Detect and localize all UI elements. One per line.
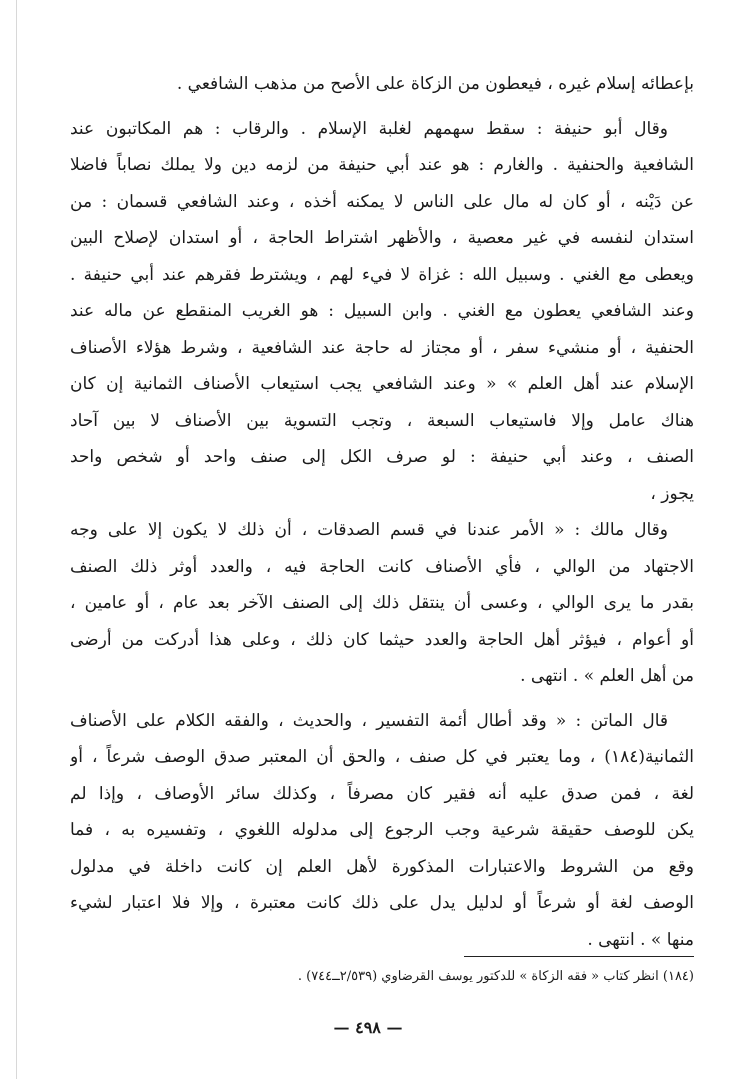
text-line: الوصف لغة أو شرعاً أو لدليل يدل على ذلك كانت معتبرة ، وإلا فلا اعتبار لشيء: [70, 893, 694, 913]
text-line: من أهل العلم » . انتهى .: [520, 666, 694, 686]
text-line: الشافعية والحنفية . والغارم : هو عند أبي حنيفة من لزمه دين ولا يملك نصاباً فاضلا: [70, 155, 694, 175]
text-line: وقع من الشروط والاعتبارات المذكورة لأهل العلم إن كانت داخلة في مدلول: [70, 856, 694, 877]
text-line: استدان لنفسه في غير معصية ، والأظهر اشتراط الحاجة ، أو استدان لإصلاح البين: [70, 228, 694, 248]
text-line: وقال مالك : « الأمر عندنا في قسم الصدقات ، أن ذلك لا يكون إلا على وجه: [70, 520, 668, 540]
main-text: [70, 66, 694, 958]
paragraph-1: [70, 66, 694, 103]
text-line: وقال أبو حنيفة : سقط سهمهم لغلبة الإسلام . والرقاب : هم المكاتبون عند: [70, 118, 668, 139]
text-line: الثمانية(١٨٤) ، وما يعتبر في كل صنف ، والحق أن المعتبر صدق الوصف شرعاً ، أو: [70, 747, 694, 767]
text-line: الإسلام عند أهل العلم » « وعند الشافعي يجب استيعاب الأصناف الثمانية إن كان: [70, 374, 694, 394]
text-line: لغة ، فمن صدق عليه أنه فقير كان مصرفاً ، وكذلك سائر الأوصاف ، وإذا لم: [70, 783, 694, 804]
paragraph-2: [70, 111, 694, 513]
text-line: وعند الشافعي يعطون مع الغني . وابن السبيل : هو الغريب المنقطع عن ماله عند: [70, 301, 694, 321]
text-line: قال الماتن : « وقد أطال أئمة التفسير ، والحديث ، والفقه الكلام على الأصناف: [70, 710, 668, 731]
text-line: أو أعوام ، فيؤثر أهل الحاجة والعدد حيثما كان ذلك ، وعلى هذا أدركت من أرضى: [70, 629, 694, 650]
text-line: يكن للوصف حقيقة شرعية وجب الرجوع إلى مدلوله اللغوي ، وتفسيره به ، فما: [70, 820, 694, 840]
text-line: عن دَيْنه ، أو كان له مال على الناس لا يمكنه أخذه ، وعند الشافعي قسمان : من: [70, 191, 694, 212]
text-line: الحنفية ، أو منشيء سفر ، أو مجتاز له حاجة عند الشافعية ، وشرط هؤلاء الأصناف: [70, 337, 694, 358]
text-line: ويعطى مع الغني . وسبيل الله : غزاة لا فيء لهم ، ويشترط فقرهم عند أبي حنيفة .: [70, 264, 694, 285]
text-line: يجوز ،: [650, 483, 694, 504]
text-line: الاجتهاد من الوالي ، فأي الأصناف كانت الحاجة فيه ، والعدد أوثر ذلك الصنف: [70, 556, 694, 577]
text-line: هناك عامل وإلا فاستيعاب السبعة ، وتجب التسوية بين الأصناف لا بين آحاد: [70, 410, 694, 431]
paragraph-3: [70, 512, 694, 695]
text-line: منها » . انتهى .: [587, 929, 694, 950]
footnote-separator: [464, 956, 694, 957]
footnote: (١٨٤) انظر كتاب « فقه الزكاة » للدكتور يوسف القرضاوي (٢/٥٣٩ــ٧٤٤) .: [297, 969, 694, 984]
page-number: — ٤٩٨ —: [333, 1018, 403, 1037]
page-edge: [16, 0, 17, 1079]
paragraph-4: [70, 703, 694, 959]
text-line: الصنف ، وعند أبي حنيفة : لو صرف الكل إلى صنف واحد أو شخص واحد: [70, 447, 694, 467]
text-line: بقدر ما يرى الوالي ، وعسى أن ينتقل ذلك إلى الصنف الآخر بعد عام ، أو عامين ،: [70, 593, 694, 613]
text-line: بإعطائه إسلام غيره ، فيعطون من الزكاة على الأصح من مذهب الشافعي .: [176, 74, 694, 94]
